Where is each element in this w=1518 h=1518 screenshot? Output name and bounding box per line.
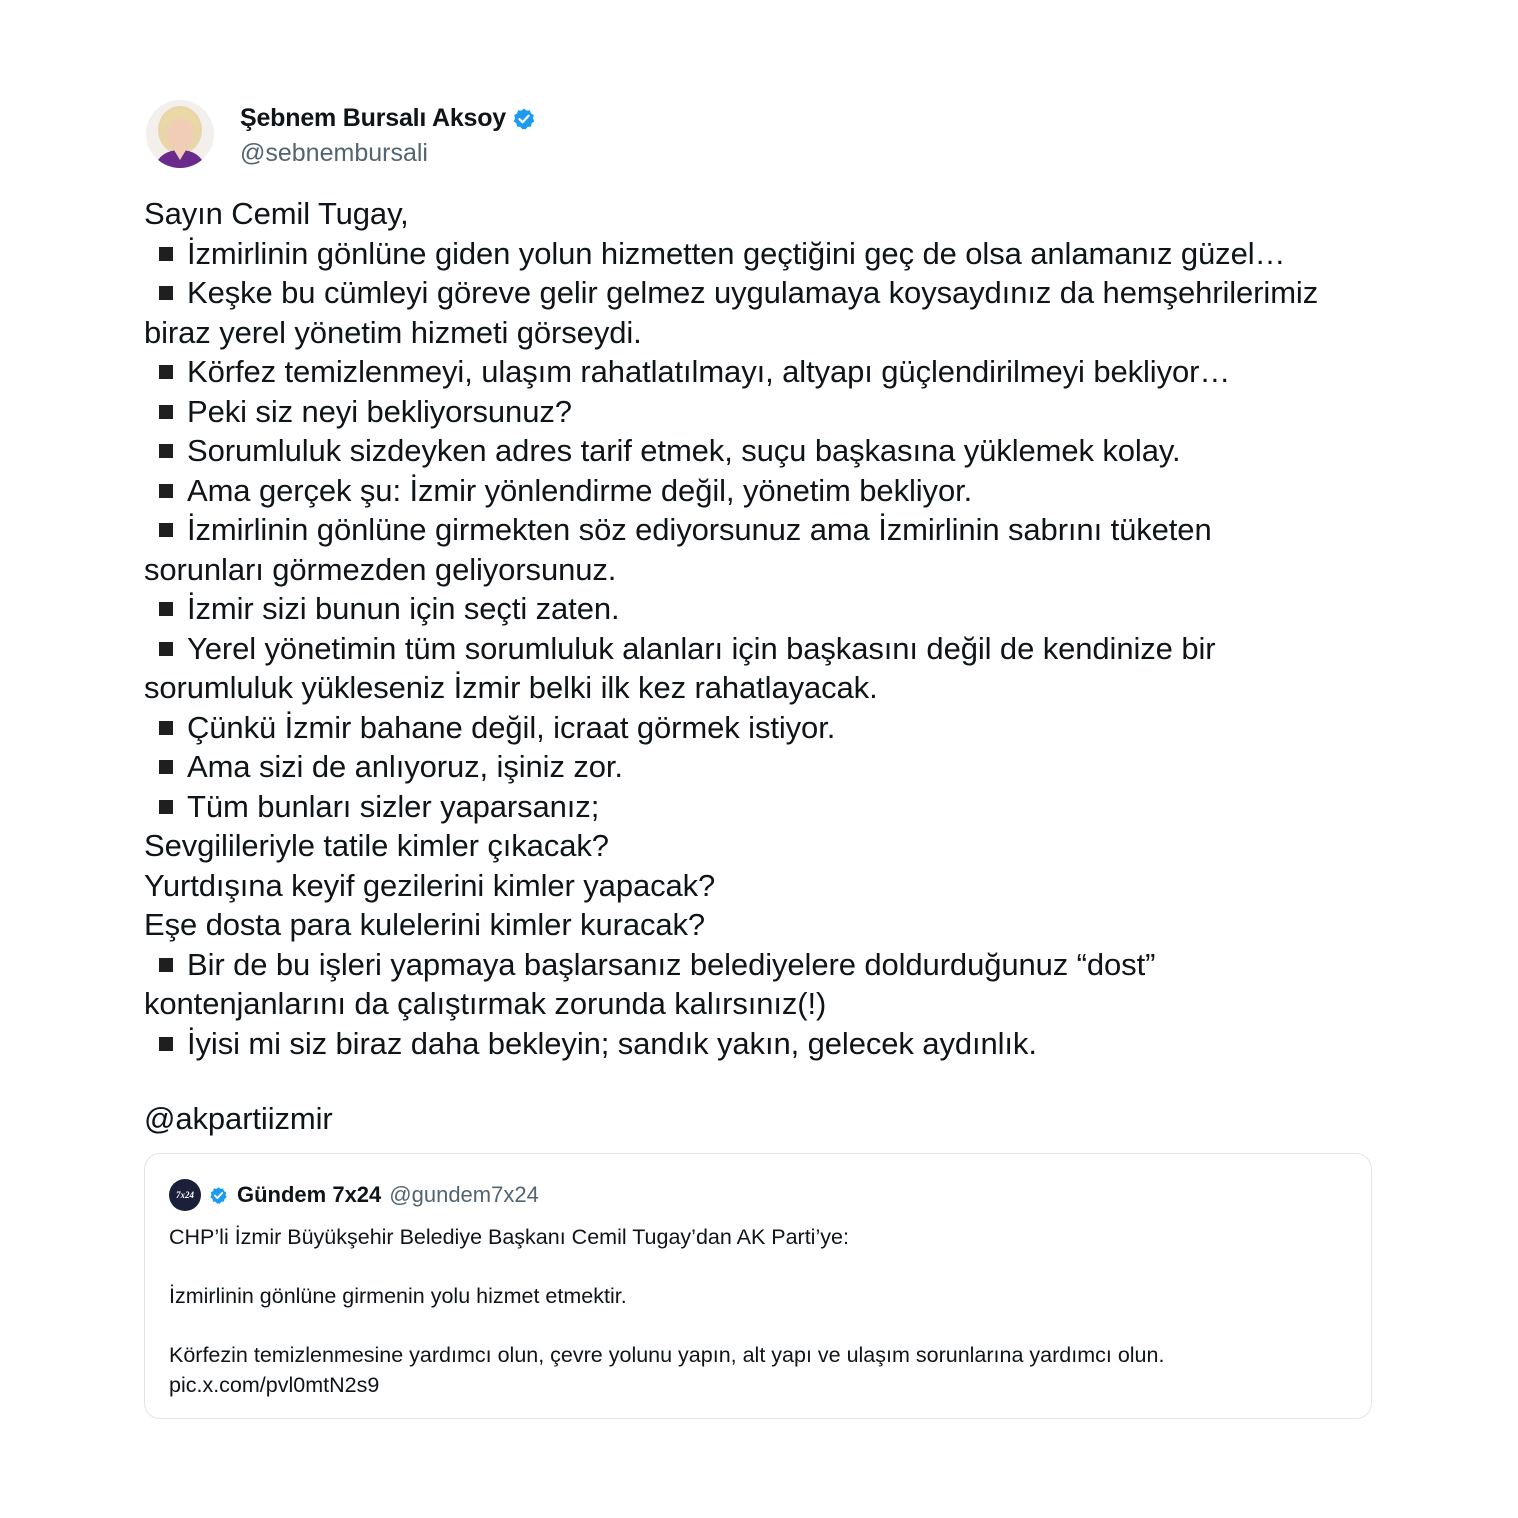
- spacer: [144, 1063, 1374, 1099]
- tweet-line: [144, 313, 1374, 353]
- tweet-line: [144, 431, 1374, 471]
- black-square-bullet-icon: [159, 247, 173, 261]
- black-square-bullet-icon: [159, 365, 173, 379]
- tweet-line-text: Tüm bunları sizler yaparsanız;: [187, 788, 600, 824]
- tweet: [144, 96, 1374, 1139]
- mention-link[interactable]: @akpartiizmir: [144, 1101, 333, 1136]
- quoted-gap: [169, 1252, 1347, 1281]
- quoted-tweet-header: [169, 1178, 1347, 1212]
- black-square-bullet-icon: [159, 642, 173, 656]
- tweet-body: [144, 194, 1374, 1139]
- tweet-line: [144, 866, 1374, 906]
- tweet-line: [144, 945, 1374, 985]
- tweet-line: [144, 510, 1374, 550]
- tweet-line: [144, 905, 1374, 945]
- tweet-line: [144, 668, 1374, 708]
- tweet-line-text: Peki siz neyi bekliyorsunuz?: [187, 393, 572, 429]
- tweet-greeting: Sayın Cemil Tugay,: [144, 196, 409, 231]
- tweet-line: [144, 747, 1374, 787]
- tweet-line: [144, 234, 1374, 274]
- name-row: [240, 101, 536, 137]
- tweet-line: [144, 1024, 1374, 1064]
- tweet-line: [144, 589, 1374, 629]
- tweet-lines: [144, 234, 1374, 1064]
- author-names: [240, 101, 536, 168]
- tweet-line: [144, 787, 1374, 827]
- tweet-line-text: Körfez temizlenmeyi, ulaşım rahatlatılmayı, altyapı güçlendirilmeyi bekliyor…: [187, 354, 1231, 389]
- tweet-line-text: Ama gerçek şu: İzmir yönlendirme değil, yönetim bekliyor.: [187, 472, 973, 508]
- quoted-paragraph: CHP’li İzmir Büyükşehir Belediye Başkanı Cemil Tugay’dan AK Parti’ye:: [169, 1225, 849, 1249]
- quoted-avatar-logo: 7x24: [176, 1190, 194, 1200]
- tweet-line-text: sorumluluk yükleseniz İzmir belki ilk kez rahatlayacak.: [144, 670, 878, 705]
- black-square-bullet-icon: [159, 484, 173, 498]
- black-square-bullet-icon: [159, 286, 173, 300]
- quoted-verified-badge-icon: [209, 1186, 228, 1205]
- tweet-line-text: Yerel yönetimin tüm sorumluluk alanları için başkasını değil de kendinize bir: [187, 630, 1216, 666]
- tweet-line-text: kontenjanlarını da çalıştırmak zorunda kalırsınız(!): [144, 986, 827, 1021]
- tweet-line-text: İzmirlinin gönlüne giden yolun hizmetten geçtiğini geç de olsa anlamanız güzel…: [187, 235, 1286, 271]
- black-square-bullet-icon: [159, 602, 173, 616]
- author-handle[interactable]: @sebnembursali: [240, 138, 428, 167]
- avatar-image: [146, 100, 214, 168]
- black-square-bullet-icon: [159, 760, 173, 774]
- tweet-line-text: Eşe dosta para kulelerini kimler kuracak?: [144, 907, 706, 942]
- tweet-line-text: biraz yerel yönetim hizmeti görseydi.: [144, 314, 642, 350]
- author-display-name[interactable]: Şebnem Bursalı Aksoy: [240, 104, 507, 132]
- tweet-line-text: sorunları görmezden geliyorsunuz.: [144, 551, 617, 587]
- black-square-bullet-icon: [159, 405, 173, 419]
- quoted-paragraph: Körfezin temizlenmesine yardımcı olun, çevre yolunu yapın, alt yapı ve ulaşım sorunlarına yardımcı olun.: [169, 1343, 1165, 1367]
- verified-badge-icon: [512, 107, 536, 131]
- quoted-gap: [169, 1311, 1347, 1340]
- tweet-line: [144, 629, 1374, 669]
- tweet-header: [144, 96, 1374, 172]
- black-square-bullet-icon: [159, 1037, 173, 1051]
- tweet-line-text: Çünkü İzmir bahane değil, icraat görmek istiyor.: [187, 709, 836, 745]
- tweet-line-text: Ama sizi de anlıyoruz, işiniz zor.: [187, 749, 623, 784]
- quoted-tweet-text: [169, 1222, 1347, 1400]
- tweet-line-text: İzmirlinin gönlüne girmekten söz ediyorsunuz ama İzmirlinin sabrını tüketen: [187, 512, 1212, 547]
- quoted-paragraph: İzmirlinin gönlüne girmenin yolu hizmet etmektir.: [169, 1284, 627, 1308]
- tweet-line: [144, 984, 1374, 1024]
- tweet-line: [144, 471, 1374, 511]
- quoted-avatar[interactable]: [169, 1179, 201, 1211]
- tweet-line-text: İzmir sizi bunun için seçti zaten.: [187, 591, 620, 626]
- quoted-link[interactable]: pic.x.com/pvl0mtN2s9: [169, 1373, 380, 1397]
- tweet-line: [144, 826, 1374, 866]
- avatar[interactable]: [146, 100, 214, 168]
- tweet-line: [144, 352, 1374, 392]
- black-square-bullet-icon: [159, 523, 173, 537]
- tweet-line-text: Bir de bu işleri yapmaya başlarsanız belediyelere doldurduğunuz “dost”: [187, 946, 1156, 982]
- tweet-line-text: İyisi mi siz biraz daha bekleyin; sandık yakın, gelecek aydınlık.: [187, 1025, 1037, 1061]
- black-square-bullet-icon: [159, 444, 173, 458]
- black-square-bullet-icon: [159, 721, 173, 735]
- tweet-line-text: Sorumluluk sizdeyken adres tarif etmek, suçu başkasına yüklemek kolay.: [187, 433, 1181, 468]
- tweet-line-text: Sevgilileriyle tatile kimler çıkacak?: [144, 828, 609, 863]
- quoted-display-name[interactable]: Gündem 7x24: [237, 1182, 382, 1207]
- black-square-bullet-icon: [159, 800, 173, 814]
- tweet-line: [144, 392, 1374, 432]
- tweet-line: [144, 708, 1374, 748]
- tweet-line-text: Yurtdışına keyif gezilerini kimler yapacak?: [144, 867, 716, 903]
- tweet-line: [144, 273, 1374, 313]
- tweet-line: [144, 550, 1374, 590]
- black-square-bullet-icon: [159, 958, 173, 972]
- quoted-handle[interactable]: @gundem7x24: [389, 1182, 539, 1207]
- tweet-line-text: Keşke bu cümleyi göreve gelir gelmez uygulamaya koysaydınız da hemşehrilerimiz: [187, 275, 1319, 310]
- quoted-tweet[interactable]: [144, 1153, 1372, 1419]
